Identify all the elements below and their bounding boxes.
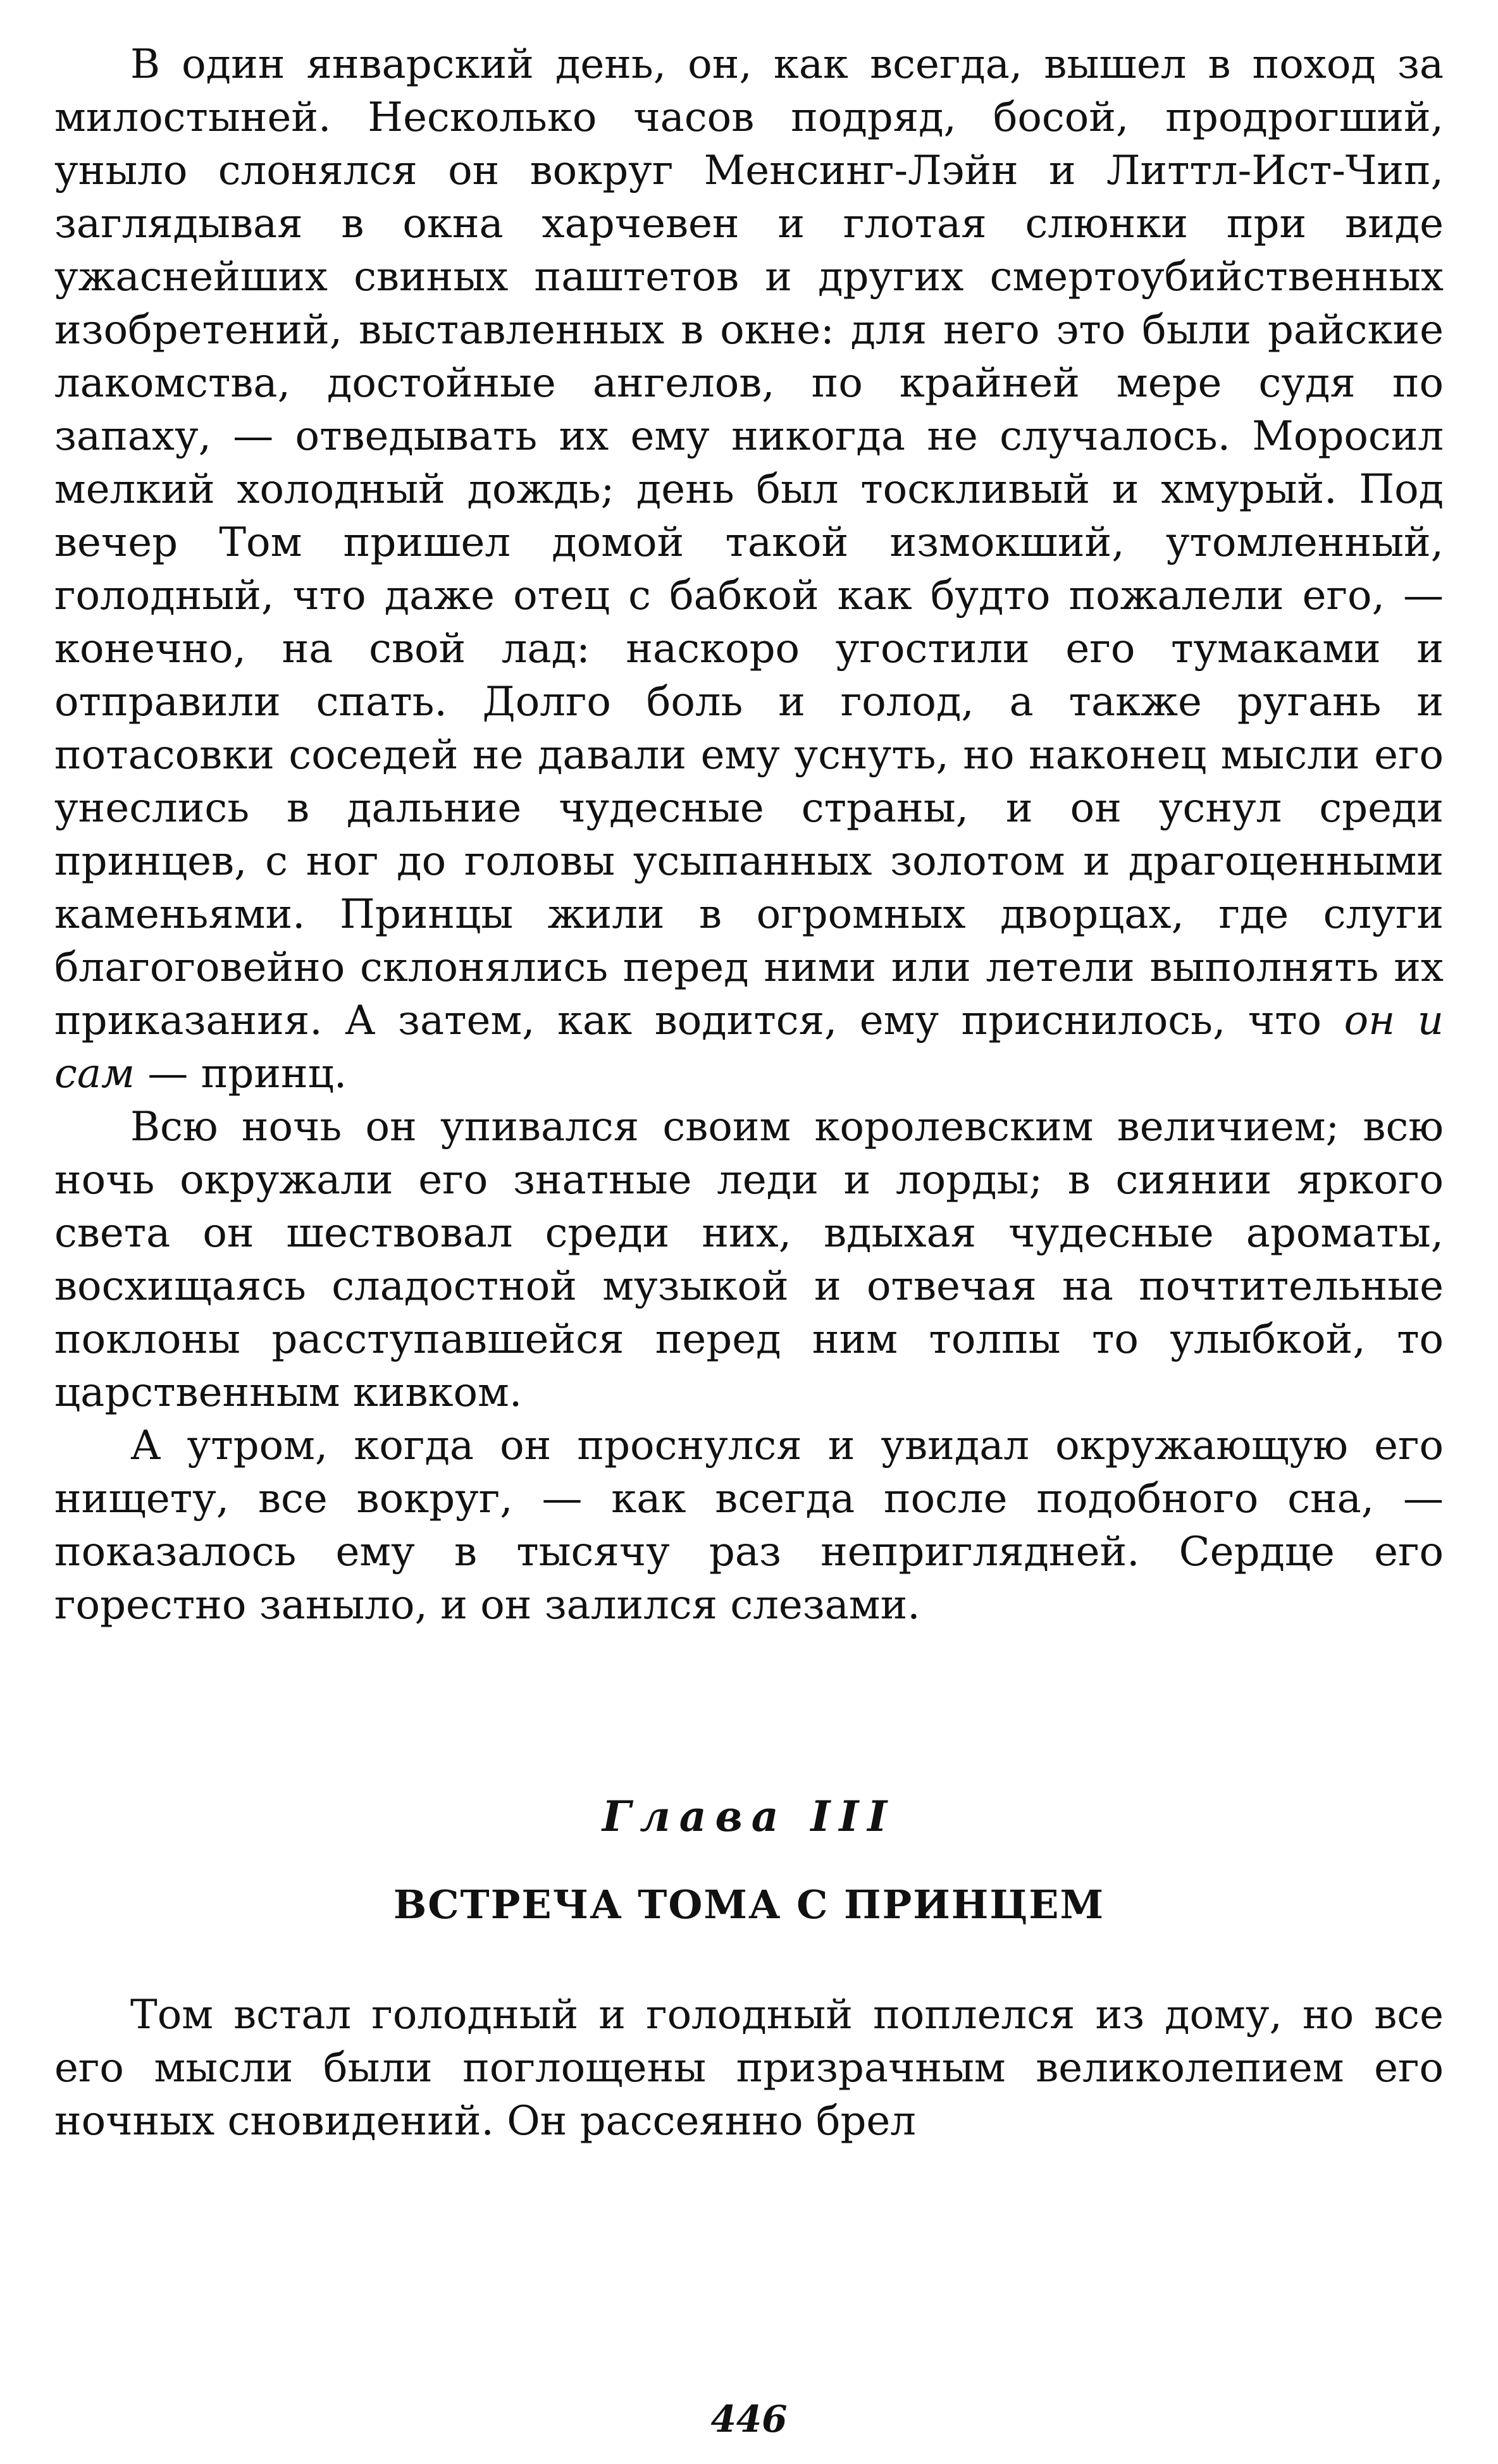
paragraph-1-italic: он и сам [54,997,1444,1097]
paragraph-2: Всю ночь он упивался своим королевским величием; всю ночь окружали его знатные леди и лорды; в сиянии яркого света он шествовал среди них, вдыхая чудесные ароматы, восхищаясь сладостной музыкой и отвечая на почтительные поклоны расступавшейся перед ним толпы то улыбкой, то царственным кивком. [54,1104,1444,1416]
page-number: 446 [710,2398,788,2441]
book-page [54,38,1444,2148]
paragraph-4: Том встал голодный и голодный поплелся из дому, но все его мысли были поглощены призрачным великолепием его ночных сновидений. Он рассеянно брел [54,1992,1444,2145]
paragraph-1-text: В один январский день, он, как всегда, вышел в поход за милостыней. Несколько часов подряд, босой, продрогший, уныло слонялся он вокруг Менсинг-Лэйн и Литтл-Ист-Чип, заглядывая в окна харчевен и глотая слюнки при виде ужаснейших свиных паштетов и других смертоубийственных изобретений, выставленных в окне: для него это были райские лакомства, достойные ангелов, по крайней мере судя по запаху, — отведывать их ему никогда не случалось. Моросил мелкий холодный дождь; день был тоскливый и хмурый. Под вечер Том пришел домой такой измокший, утомленный, голодный, что даже отец с бабкой как будто пожалели его, — конечно, на свой лад: наскоро угостили его тумаками и отправили спать. Долго боль и голод, а также ругань и потасовки соседей не давали ему уснуть, но наконец мысли его унеслись в дальние чудесные страны, и он уснул среди принцев, с ног до головы усыпанных золотом и драгоценными каменьями. Принцы жили в огромных дворцах, где слуги благоговейно склонялись перед ними или летели выполнять их приказания. А затем, как водится, ему приснилось, что [54,41,1444,1044]
chapter-title: ВСТРЕЧА ТОМА С ПРИНЦЕМ [393,1882,1105,1928]
chapter-label: Глава III [602,1792,896,1841]
paragraph-3: А утром, когда он проснулся и увидал окружающую его нищету, все вокруг, — как всегда после подобного сна, — показалось ему в тысячу раз неприглядней. Сердце его горестно заныло, и он залился слезами. [54,1422,1444,1629]
paragraph-1-end: — принц. [135,1050,347,1097]
paragraph-1 [54,38,1444,1100]
